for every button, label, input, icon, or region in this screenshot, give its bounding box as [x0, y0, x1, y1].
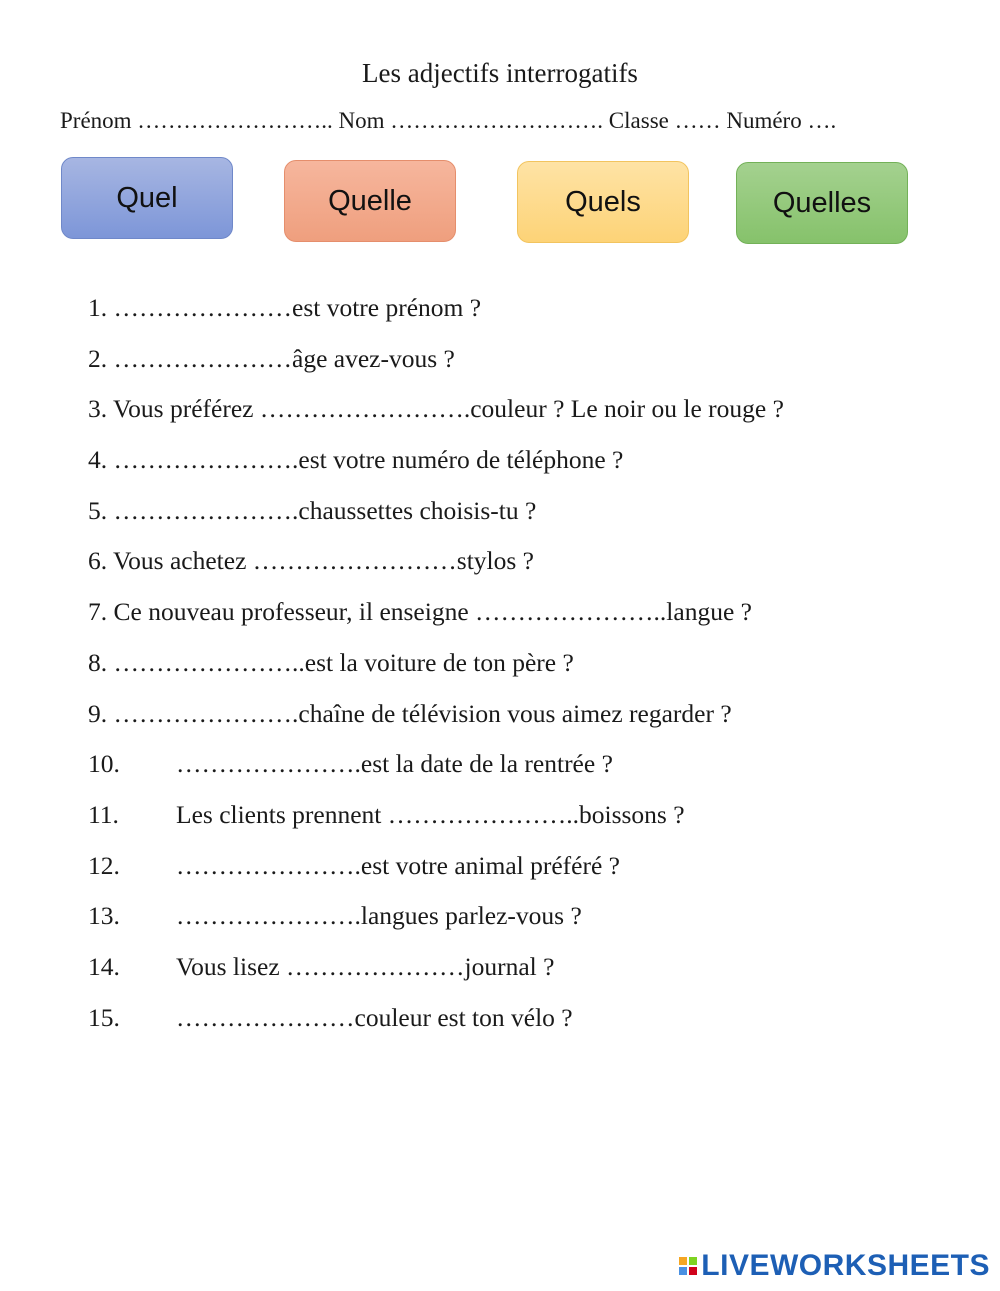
question-item: [88, 744, 784, 795]
question-number: 5.: [88, 495, 108, 525]
answer-tile-quel[interactable]: Quel: [61, 157, 233, 239]
question-text-after: est votre prénom ?: [292, 293, 482, 322]
question-text-after: journal ?: [464, 951, 555, 981]
question-text-after: langue ?: [666, 597, 752, 627]
answer-blank[interactable]: …………………..: [475, 597, 667, 627]
worksheet-title: Les adjectifs interrogatifs: [362, 58, 638, 88]
answer-tile-quelles[interactable]: Quelles: [736, 162, 908, 244]
answer-blank[interactable]: …………………..: [387, 799, 579, 829]
answer-blank[interactable]: ………………….: [113, 445, 299, 475]
question-number: 12.: [88, 850, 120, 880]
question-text-after: langues parlez-vous ?: [360, 901, 582, 931]
question-number: 7.: [88, 597, 108, 627]
question-number: 11.: [88, 799, 119, 829]
answer-blank[interactable]: …………………: [113, 293, 292, 322]
question-item: [88, 491, 784, 542]
question-text-before: Vous achetez: [113, 546, 253, 576]
question-number: 15.: [88, 1002, 120, 1032]
question-item: [88, 947, 784, 998]
answer-blank[interactable]: ………………….: [176, 850, 361, 880]
question-item: [88, 440, 784, 491]
question-text-after: couleur ? Le noir ou le rouge ?: [470, 394, 784, 424]
question-item: [88, 795, 784, 846]
question-text-after: couleur est ton vélo ?: [354, 1002, 573, 1032]
question-item: [88, 541, 784, 592]
question-item: [88, 896, 784, 947]
question-text-after: chaussettes choisis-tu ?: [298, 495, 537, 525]
question-number: 4.: [88, 445, 108, 475]
question-text-after: âge avez-vous ?: [292, 343, 455, 373]
question-item: [88, 643, 784, 694]
answer-tile-quelle[interactable]: Quelle: [284, 160, 456, 242]
question-text-after: est votre numéro de téléphone ?: [298, 445, 624, 475]
question-item: [88, 339, 784, 390]
question-number: 6.: [88, 546, 108, 576]
logo-text: LIVEWORKSHEETS: [701, 1249, 990, 1282]
answer-blank[interactable]: ……………………: [252, 546, 457, 576]
question-text-before: Les clients prennent: [176, 799, 388, 829]
question-number: 10.: [88, 749, 120, 779]
answer-blank[interactable]: …………………: [286, 951, 465, 981]
question-text-after: boissons ?: [578, 799, 685, 829]
question-text-before: Vous lisez: [176, 951, 287, 981]
answer-tile-quels[interactable]: Quels: [517, 161, 689, 243]
question-number: 8.: [88, 647, 108, 677]
student-info-line: Prénom …………………….. Nom ………………………. Classe …… Numéro ….: [60, 108, 837, 133]
logo-mark-icon: [679, 1257, 697, 1275]
question-text-before: Ce nouveau professeur, il enseigne: [113, 597, 476, 627]
question-item: [88, 389, 784, 440]
question-text-after: est la date de la rentrée ?: [360, 749, 613, 779]
answer-blank[interactable]: ………………….: [176, 749, 361, 779]
question-number: 3.: [88, 394, 108, 424]
question-number: 9.: [88, 698, 108, 728]
answer-blank[interactable]: …………………..: [113, 647, 305, 677]
question-item: [88, 288, 784, 339]
answer-blank[interactable]: …………………: [113, 343, 292, 373]
question-number: 13.: [88, 901, 120, 931]
answer-blank[interactable]: ………………….: [176, 901, 361, 931]
question-number: 1.: [88, 293, 108, 322]
liveworksheets-logo[interactable]: [679, 1249, 990, 1283]
question-item: [88, 694, 784, 745]
question-number: 14.: [88, 951, 120, 981]
question-number: 2.: [88, 343, 108, 373]
question-item: [88, 846, 784, 897]
question-text-before: Vous préférez: [113, 394, 260, 424]
question-item: [88, 592, 784, 643]
answer-blank[interactable]: …………………: [176, 1002, 355, 1032]
answer-blank[interactable]: …………………….: [259, 394, 471, 424]
question-item: [88, 998, 784, 1049]
question-text-after: chaîne de télévision vous aimez regarder ?: [298, 698, 732, 728]
question-text-after: stylos ?: [456, 546, 534, 576]
question-text-after: est la voiture de ton père ?: [304, 647, 574, 677]
question-text-after: est votre animal préféré ?: [360, 850, 620, 880]
question-list: [88, 288, 784, 1048]
answer-blank[interactable]: ………………….: [113, 495, 299, 525]
answer-blank[interactable]: ………………….: [113, 698, 299, 728]
